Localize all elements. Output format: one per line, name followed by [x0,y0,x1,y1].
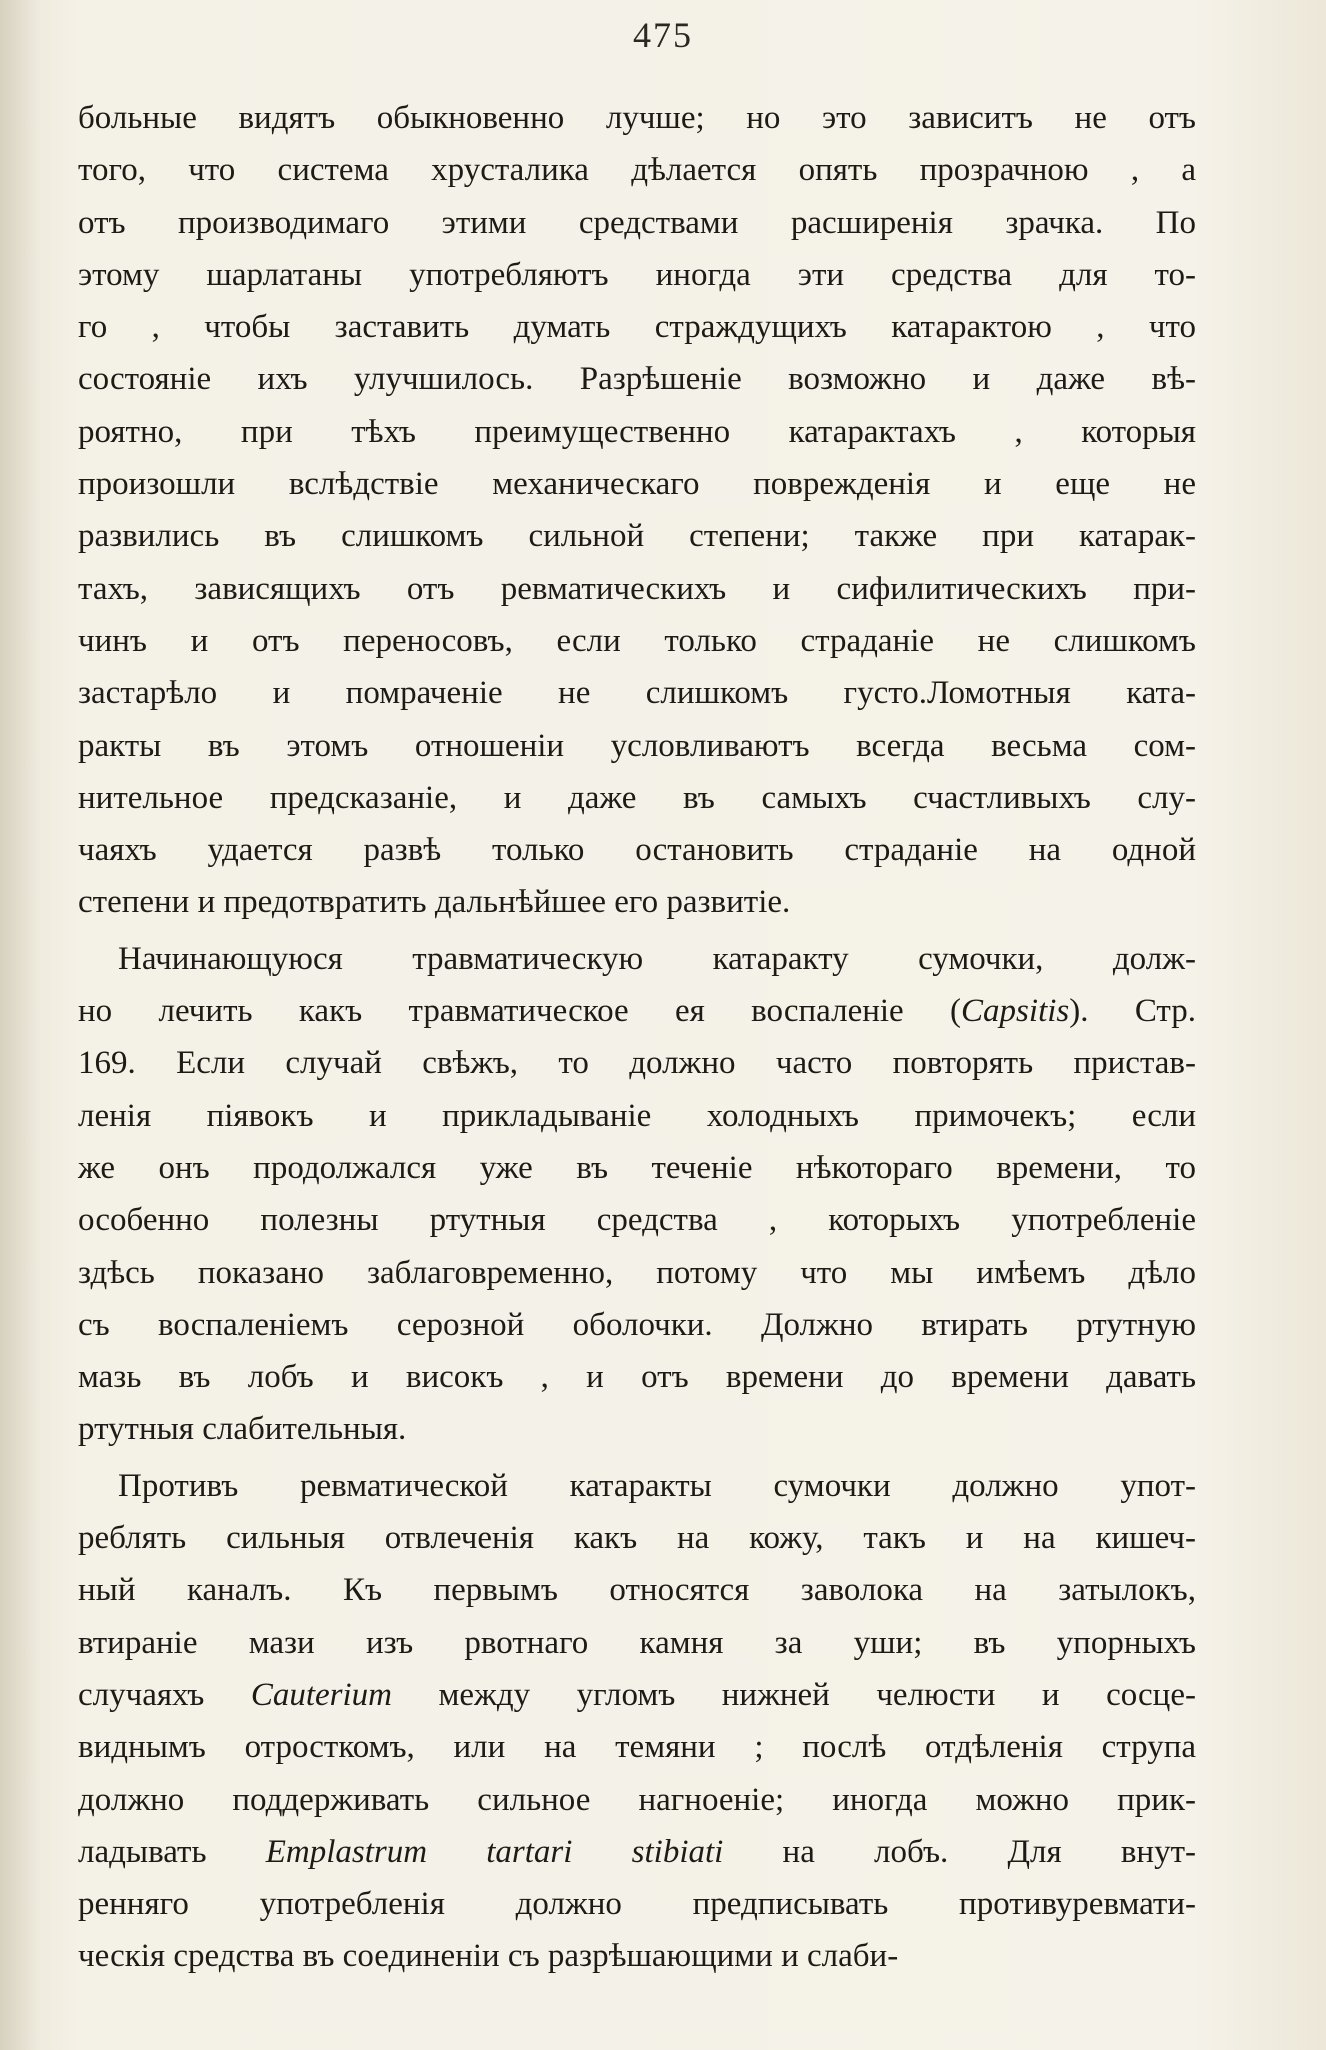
text-line: чинъ и отъ переносовъ, если только страданіе не слишкомъ [78,622,1196,659]
text-line: роятно, при тѣхъ преимущественно катарактахъ , которыя [78,413,1196,450]
text-line: ный каналъ. Къ первымъ относятся заволока на затылокъ, [78,1572,1196,1609]
text-line: реблять сильныя отвлеченія какъ на кожу, такъ и на кишеч- [78,1520,1196,1557]
text-line: ленія піявокъ и прикладываніе холодныхъ примочекъ; если [78,1097,1196,1134]
text-line: ческія средства въ соединеніи съ разрѣшающими и слаби- [78,1938,899,1975]
latin-term: Cauterium [250,1676,393,1713]
text-line: отъ производимаго этими средствами расширенія зрачка. По [78,204,1196,241]
text-line: особенно полезны ртутныя средства , которыхъ употребленіе [78,1202,1196,1239]
text-line: того, что система хрусталика дѣлается опять прозрачною , а [78,152,1196,189]
paragraph [78,1460,1196,1983]
latin-term: Emplastrum tartari stibiati [265,1833,724,1870]
text-line: 169. Если случай свѣжъ, то должно часто повторять пристав- [78,1045,1196,1082]
text-line: ракты въ этомъ отношеніи условливаютъ всегда весьма сом- [78,727,1196,764]
text-line: развились въ слишкомъ сильной степени; также при катарак- [78,518,1196,555]
paragraph [78,933,1196,1456]
text-line: же онъ продолжался уже въ теченіе нѣкотораго времени, то [78,1149,1196,1186]
spine-shadow [0,0,40,2050]
text-line: состояніе ихъ улучшилось. Разрѣшеніе возможно и даже вѣ- [78,361,1196,398]
text-line: степени и предотвратить дальнѣйшее его развитіе. [78,884,791,921]
text-line: здѣсь показано заблаговременно, потому что мы имѣемъ дѣло [78,1254,1196,1291]
paragraph [78,92,1196,929]
text-line: виднымъ отросткомъ, или на темяни ; послѣ отдѣленія струпа [78,1729,1196,1766]
text-line: втираніе мази изъ рвотнаго камня за уши; въ упорныхъ [78,1624,1196,1661]
text-line: ладывать Emplastrum tartari stibiati на лобъ. Для внут- [78,1833,1196,1870]
text-line: мазь въ лобъ и високъ , и отъ времени до времени давать [78,1359,1196,1396]
text-line: Начинающуюся травматическую катаракту сумочки, долж- [118,940,1196,977]
text-line: го , чтобы заставить думать страждущихъ катарактою , что [78,309,1196,346]
text-line: но лечить какъ травматическое ея воспаленіе (Capsitis). Стр. [78,993,1196,1030]
text-line: застарѣло и помраченіе не слишкомъ густо.Ломотныя ката- [78,675,1196,712]
text-line: этому шарлатаны употребляютъ иногда эти средства для то- [78,256,1196,293]
text-line: чаяхъ удается развѣ только остановить страданіе на одной [78,832,1196,869]
text-line: тахъ, зависящихъ отъ ревматическихъ и сифилитическихъ при- [78,570,1196,607]
text-line: ренняго употребленія должно предписывать противуревмати- [78,1886,1196,1923]
text-line: больные видятъ обыкновенно лучше; но это зависитъ не отъ [78,100,1196,136]
text-line: съ воспаленіемъ серозной оболочки. Должно втирать ртутную [78,1306,1196,1343]
page-number: 475 [633,15,693,55]
text-line: должно поддерживать сильное нагноеніе; иногда можно прик- [78,1781,1196,1818]
text-line: произошли вслѣдствіе механическаго поврежденія и еще не [78,466,1196,503]
text-line: случаяхъ Cauterium между угломъ нижней челюсти и сосце- [78,1676,1196,1713]
text-line: Противъ ревматической катаракты сумочки должно упот- [118,1467,1196,1504]
text-line: ртутныя слабительныя. [78,1411,407,1448]
latin-term: Capsitis [961,993,1070,1030]
text-line: нительное предсказаніе, и даже въ самыхъ счастливыхъ слу- [78,779,1196,816]
body-text [78,92,1196,1983]
